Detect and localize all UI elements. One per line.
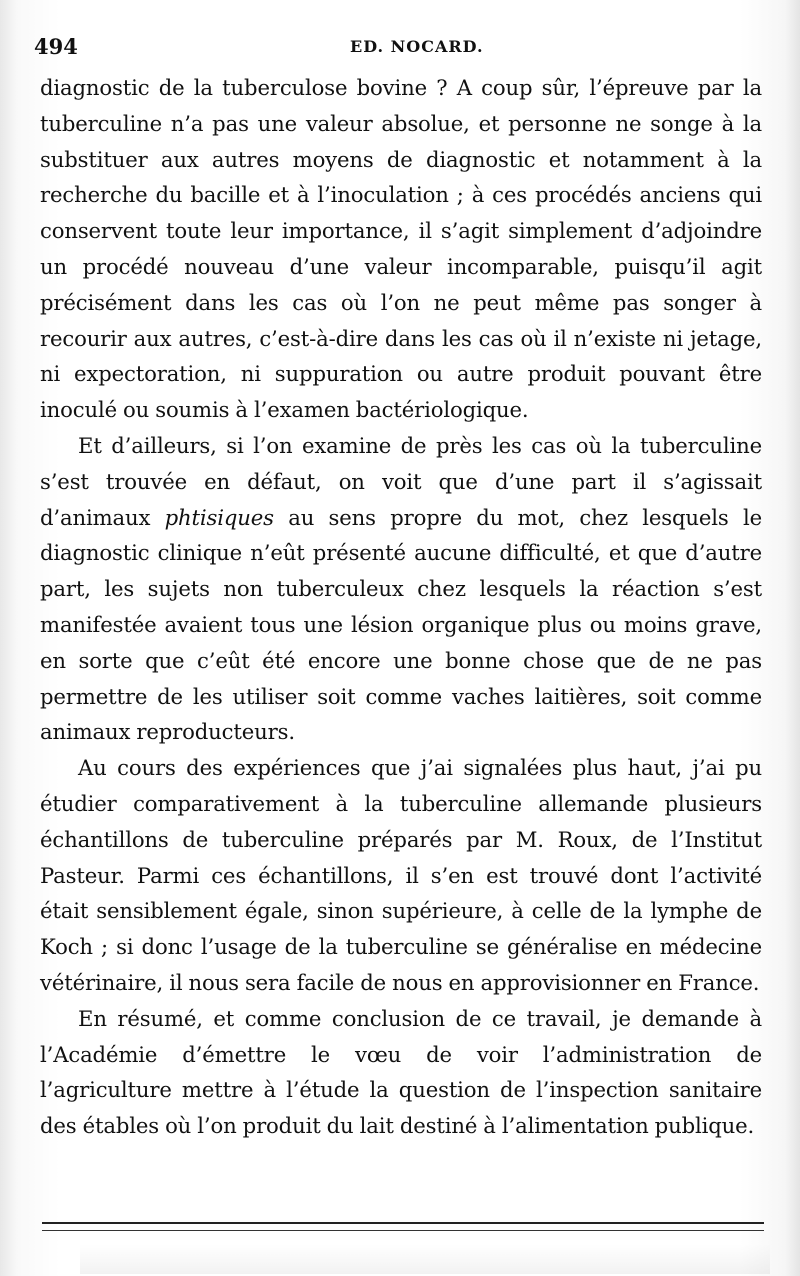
section-divider-bottom [42,1230,764,1231]
italic-term: phtisiques [164,504,274,530]
body-text [40,70,762,1144]
paragraph-experiences: Au cours des expériences que j’ai signalées plus haut, j’ai pu étudier comparativement à la tuberculine allemande plusieurs échantillons de tuberculine préparés par M. Roux, de l’Institut Pasteur. Parmi ces échantillons, il s’en est trouvé dont l’activité était sensiblement égale, sinon supérieure, à celle de la lymphe de Koch ; si donc l’usage de la tuberculine se généralise en médecine vétérinaire, il nous sera facile de nous en approvisionner en France. [40,755,762,995]
running-head-author: ED. NOCARD. [350,37,484,56]
section-divider-top [42,1222,764,1224]
paragraph-text: au sens propre du mot, chez lesquels le diagnostic clinique n’eût présenté aucune difficulté, et que d’autre part, les sujets non tuberculeux chez lesquels la réaction s’est manifestée avaient tous une lésion organique plus ou moins grave, en sorte que c’eût été encore une bonne chose que de ne pas permettre de les utiliser soit comme vaches laitières, soit comme animaux reproducteurs. [40,504,762,745]
bleed-through-shadow [80,1244,770,1274]
paragraph-resume: En résumé, et comme conclusion de ce travail, je demande à l’Académie d’émettre le vœu de voir l’administration de l’agriculture mettre à l’étude la question de l’inspection sanitaire des étables où l’on produit du lait destiné à l’alimentation publique. [40,1005,762,1139]
paragraph-tuberculine-defaut [40,428,762,750]
paragraph-continuation: diagnostic de la tuberculose bovine ? A coup sûr, l’épreuve par la tuberculine n’a pas une valeur absolue, et personne ne songe à la substituer aux autres moyens de diagnostic et notamment à la recherche du bacille et à l’inoculation ; à ces procédés anciens qui conservent toute leur importance, il s’agit simplement d’adjoindre un procédé nouveau d’une valeur incomparable, puisqu’il agit précisément dans les cas où l’on ne peut même pas songer à recourir aux autres, c’est-à-dire dans les cas où il n’existe ni jetage, ni expectoration, ni suppuration ou autre produit pouvant être inoculé ou soumis à l’examen bactériologique. [40,75,762,423]
page-number: 494 [34,34,78,59]
running-header [34,34,740,62]
paragraph-text: Et d’ailleurs, si l’on examine de près les cas où la tuberculine s’est trouvée en défaut, on voit que d’une part il s’agissait d’animaux [40,432,762,530]
